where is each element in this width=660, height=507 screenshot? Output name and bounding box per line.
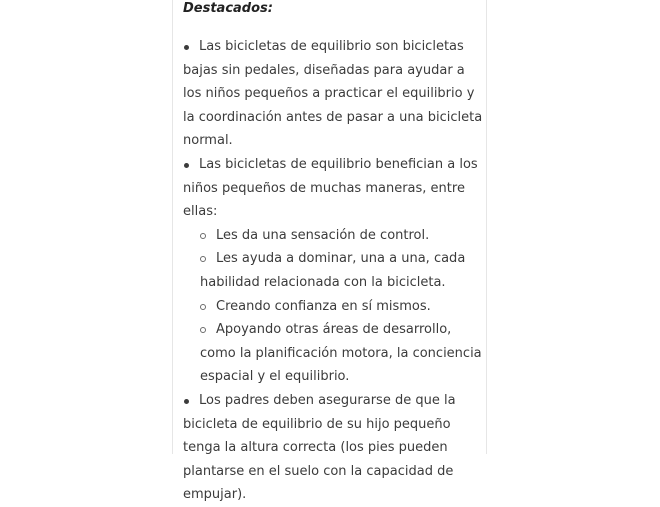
bullet-icon [184,45,189,50]
list-item [183,153,483,389]
article-content [183,0,483,507]
circle-bullet-icon [200,304,206,310]
bullet-icon [184,399,189,404]
sublist-item-text: Apoyando otras áreas de desarrollo, como la planificación motora, la conciencia espacial y el equilibrio. [200,322,482,385]
sublist-item [200,224,483,248]
sublist-item-text: Les ayuda a dominar, una a una, cada habilidad relacionada con la bicicleta. [200,251,466,290]
sublist-item [200,247,483,294]
circle-bullet-icon [200,256,206,262]
highlights-list [183,35,483,507]
list-item [183,35,483,153]
sublist-item [200,318,483,389]
benefits-sublist [183,224,483,389]
list-item-text: Los padres deben asegurarse de que la bicicleta de equilibrio de su hijo pequeño tenga la altura correcta (los pies pueden plantarse en el suelo con la capacidad de empujar). [183,392,456,503]
sublist-item [200,295,483,319]
list-item-text: Las bicicletas de equilibrio benefician a los niños pequeños de muchas maneras, entre ellas: [183,156,478,220]
circle-bullet-icon [200,233,206,239]
sublist-item-text: Les da una sensación de control. [216,227,430,243]
section-heading: Destacados: [183,1,273,16]
bullet-icon [184,163,189,168]
circle-bullet-icon [200,327,206,333]
list-item [183,389,483,507]
list-item-text: Las bicicletas de equilibrio son bicicletas bajas sin pedales, diseñadas para ayudar a los niños pequeños a practicar el equilibrio y la coordinación antes de pasar a una bicicleta normal. [183,39,483,149]
sublist-item-text: Creando confianza en sí mismos. [216,298,431,314]
